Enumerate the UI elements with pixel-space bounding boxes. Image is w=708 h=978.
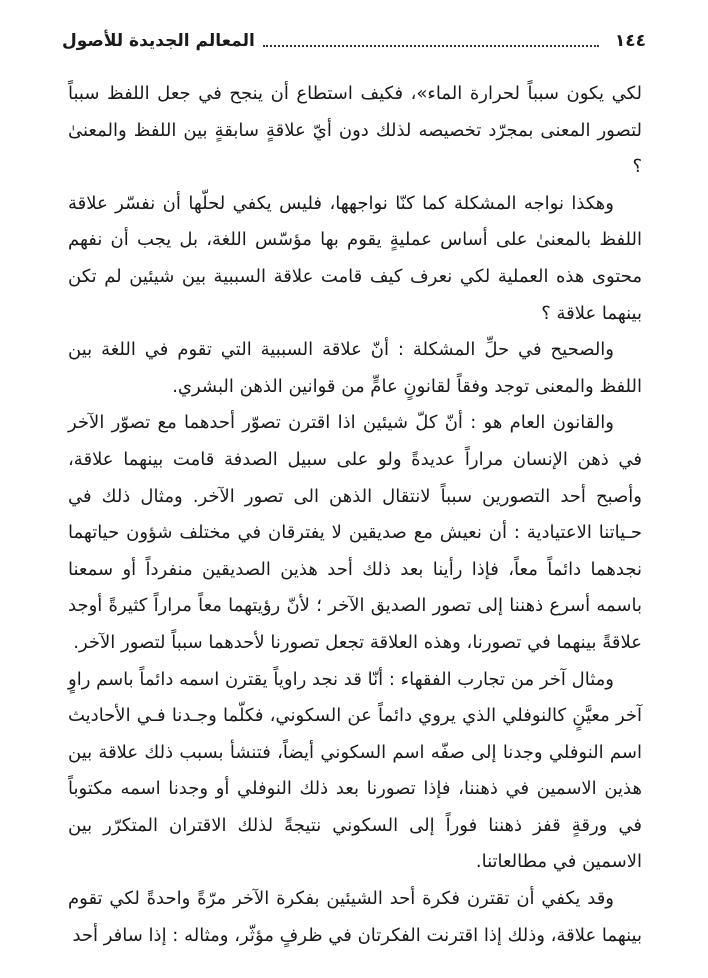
running-title: المعالم الجديدة للأصول (62, 31, 255, 51)
page-body (68, 76, 642, 954)
paragraph: وقد يكفي أن تقترن فكرة أحد الشيئين بفكرة الآخر مرّةً واحدةً لكي تقوم بينهما علاقة، وذلك إذا اقترنت الفكرتان في ظرفٍ مؤثّر، ومثاله : إذا سافر أحد (68, 888, 642, 946)
page-header (62, 26, 646, 56)
page-number: ١٤٤ (614, 31, 646, 51)
paragraph: ومثال آخر من تجارب الفقهاء : أنّا قد نجد راوياً يقترن اسمه دائماً باسم راوٍ آخر معيَّنٍ كالنوفلي الذي يروي دائماً عن السكوني، فكلّما وجـدنا فـي الأحاديث اسم النوفلي وجدنا إلى صفّه اسم السكوني أيضاً، فتنشأ بسبب ذلك علاقة بين هذين الاسمين في ذهننا، فإذا تصورنا بعد ذلك النوفلي أو وجدنا اسمه مكتوباً في ورقةٍ قفز ذهننا فوراً إلى السكوني نتيجةً لذلك الاقتران المتكرّر بين الاسمين في مطالعاتنا. (68, 668, 642, 873)
paragraph: لكي يكون سبباً لحرارة الماء»، فكيف استطاع أن ينجح في جعل اللفظ سبباً لتصور المعنى بمجرّد تخصيصه لذلك دون أيّ علاقةٍ سابقةٍ بين اللفظ والمعنىٰ ؟ (68, 83, 642, 178)
paragraph: والقانون العام هو : أنّ كلّ شيئين اذا اقترن تصوّر أحدهما مع تصوّر الآخر في ذهن الإنسان مراراً عديدةً ولو على سبيل الصدفة قامت بينهما علاقة، وأصبح أحد التصورين سبباً لانتقال الذهن الى تصور الآخر. ومثال ذلك في حـياتنا الاعتيادية : أن نعيش مع صديقين لا يفترقان في مختلف شؤون حياتهما نجدهما دائماً معاً، فإذا رأينا بعد ذلك أحد هذين الصديقين منفرداً أو سمعنا باسمه أسرع ذهننا إلى تصور الصديق الآخر ؛ لأنّ رؤيتهما معاً مراراً كثيرةً أوجد علاقةً بينهما في تصورنا، وهذه العلاقة تجعل تصورنا لأحدهما سبباً لتصور الآخر. (68, 412, 642, 653)
dotted-leader (263, 35, 599, 47)
paragraph: والصحيح في حلِّ المشكلة : أنّ علاقة السببية التي تقوم في اللغة بين اللفظ والمعنى توجد وفقاً لقانونٍ عامٍّ من قوانين الذهن البشري. (68, 339, 642, 397)
paragraph: وهكذا نواجه المشكلة كما كنّا نواجهها، فليس يكفي لحلّها أن نفسّر علاقة اللفظ بالمعنىٰ على أساس عمليةٍ يقوم بها مؤسّس اللغة، بل يجب أن نفهم محتوى هذه العملية لكي نعرف كيف قامت علاقة السببية بين شيئين لم تكن بينهما علاقة ؟ (68, 192, 642, 324)
